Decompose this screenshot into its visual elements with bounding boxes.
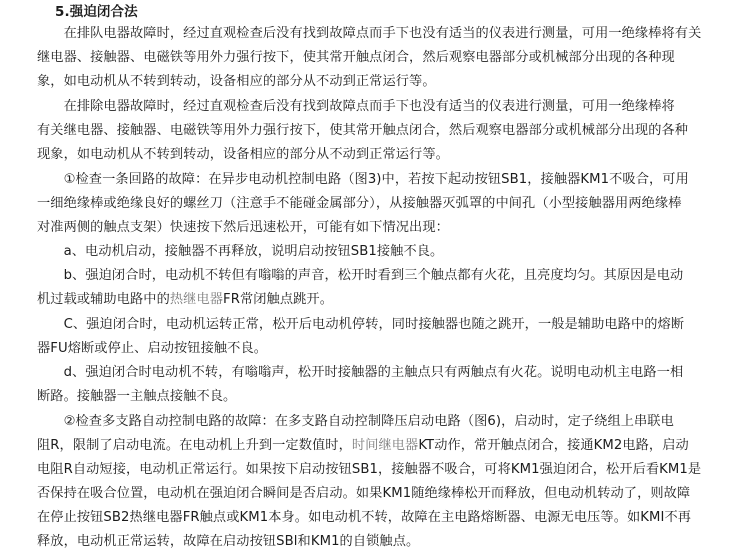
paragraph-line: C、强迫闭合时，电动机运转正常，松开后电动机停转，同时接触器也随之跳开，一般是辅助电路中的熔断	[37, 317, 685, 332]
text-span: KT动作，常开触点闭合，接通KM2电路，启动	[418, 438, 689, 453]
paragraph-line: 否保持在吸合位置，电动机在强迫闭合瞬间是否启动。如果KM1随绝缘棒松开而释放，但电动机转动了，则故障	[37, 486, 691, 501]
text-span: 机过载或辅助电路中的	[37, 292, 170, 307]
paragraph-line: 继电器、接触器、电磁铁等用外力强行按下，使其常开触点闭合，然后观察电器部分或机械部分出现的各种现	[37, 50, 675, 65]
section-heading: 5.强迫闭合法	[55, 4, 138, 20]
paragraph-line: 在排除电器故障时，经过直观检查后没有找到故障点而手下也没有适当的仪表进行测量，可用一绝缘棒将	[37, 99, 675, 114]
paragraph-line: 释放，电动机正常运转，故障在启动按钮SBl和KM1的自锁触点。	[37, 534, 420, 549]
paragraph-line: d、强迫闭合时电动机不转，有嗡嗡声，松开时接触器的主触点只有两触点有火花。说明电动机主电路一相	[37, 365, 684, 380]
paragraph-line: 断路。接触器一主触点接触不良。	[37, 389, 237, 404]
text-span: 阻R，限制了启动电流。在电动机上升到一定数值时，	[37, 438, 352, 453]
paragraph-line: b、强迫闭合时，电动机不转但有嗡嗡的声音，松开时看到三个触点都有火花，且亮度均匀。其原因是电动	[37, 268, 684, 283]
paragraph-line: 在停止按钮SB2热继电器FR触点或KM1本身。如电动机不转，故障在主电路熔断器、电源无电压等。如KMI不再	[37, 510, 692, 525]
paragraph-line: 现象，如电动机从不转到转动，设备相应的部分从不动到正常运行等。	[37, 147, 449, 162]
paragraph-line	[37, 434, 689, 458]
thermal-relay-link[interactable]: 热继电器	[169, 292, 224, 307]
paragraph-line: ②检查多支路自动控制电路的故障：在多支路自动控制降压启动电路（图6)，启动时，定子绕组上串联电	[37, 414, 674, 429]
paragraph-line: 在排队电器故障时，经过直观检查后没有找到故障点而手下也没有适当的仪表进行测量，可用一绝缘棒将有关	[37, 26, 702, 41]
paragraph-line: 器FU熔断或停止、启动按钮接触不良。	[37, 341, 268, 356]
paragraph-line: 有关继电器、接触器、电磁铁等用外力强行按下，使其常开触点闭合，然后观察电器部分或机械部分出现的各种	[37, 123, 689, 138]
paragraph-line: 电阻R自动短接，电动机正常运行。如果按下启动按钮SB1，接触器不吸合，可将KM1强迫闭合，松开后看KM1是	[37, 462, 702, 477]
time-relay-link[interactable]: 时间继电器	[351, 438, 419, 453]
text-span: FR常闭触点跳开。	[223, 292, 333, 307]
paragraph-line: a、电动机启动，接触器不再释放，说明启动按钮SB1接触不良。	[37, 244, 444, 259]
paragraph-line	[37, 288, 333, 312]
paragraph-line: 对准两侧的触点支架）快速按下然后迅速松开，可能有如下情况出现：	[37, 220, 449, 235]
paragraph-line: 一细绝缘棒或绝缘良好的螺丝刀（注意手不能碰金属部分），从接触器灭弧罩的中间孔（小型接触器用两绝缘棒	[37, 196, 682, 211]
paragraph-line: ①检查一条回路的故障：在异步电动机控制电路（图3)中，若按下起动按钮SB1，接触器KM1不吸合，可用	[37, 172, 689, 187]
paragraph-line: 象，如电动机从不转到转动，设备相应的部分从不动到正常运行等。	[37, 74, 436, 89]
